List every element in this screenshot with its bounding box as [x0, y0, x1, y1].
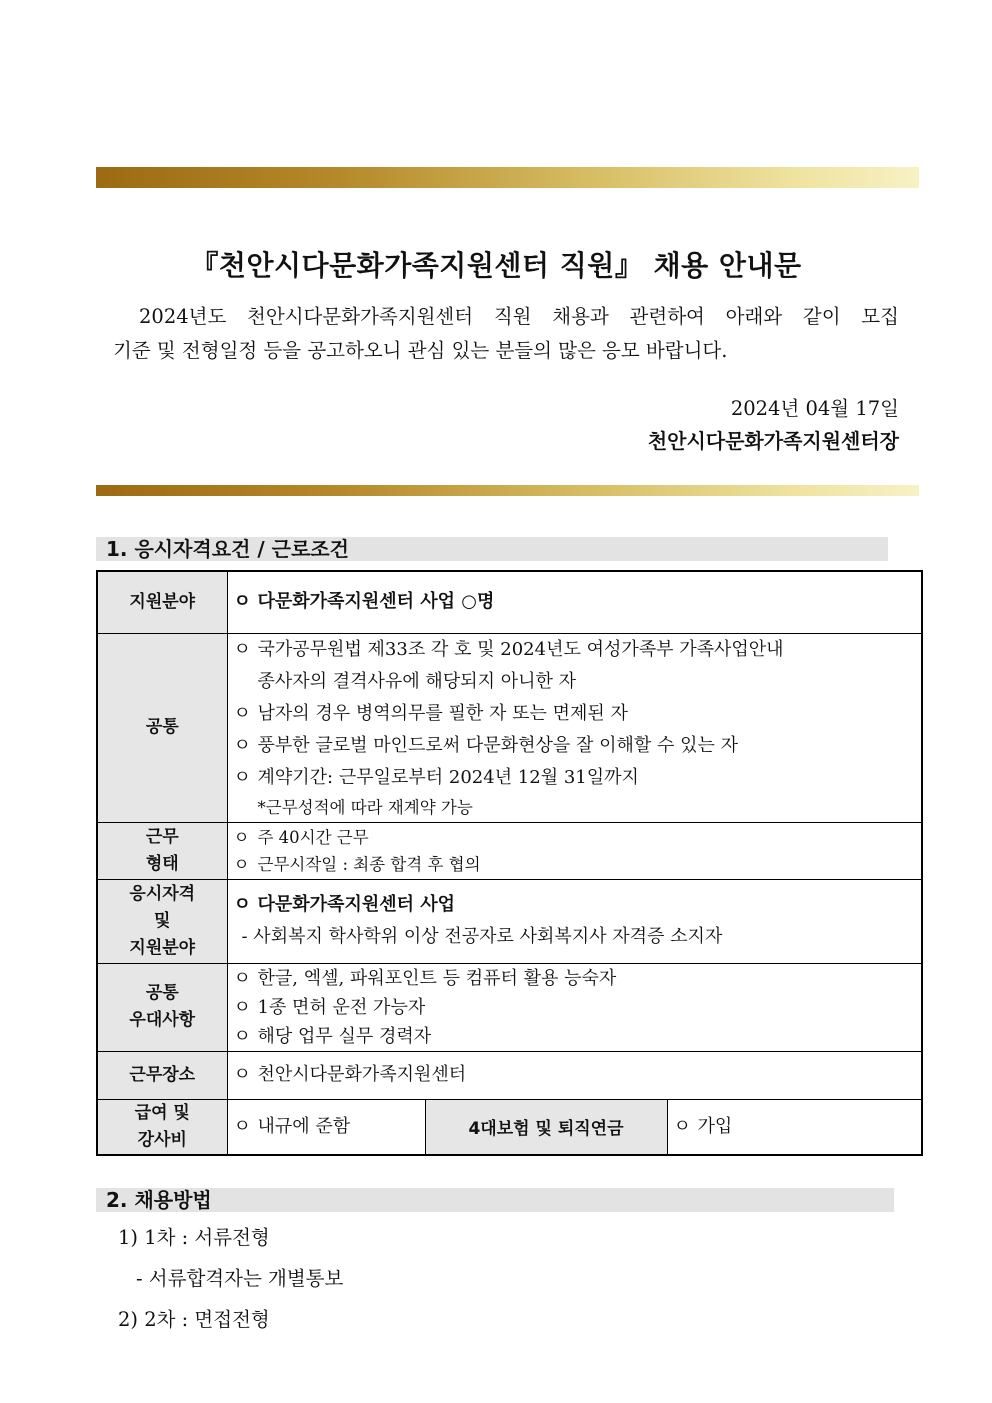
salary-content — [227, 1099, 425, 1155]
preference-item: 1종 면허 운전 가능자 — [257, 996, 426, 1018]
label-work-type: 근무 형태 — [97, 822, 227, 879]
bullet-icon: ㅇ — [233, 734, 251, 756]
location-content — [227, 1051, 922, 1099]
field-content — [227, 571, 922, 633]
work-type-item: 근무시작일 : 최종 합격 후 협의 — [257, 854, 481, 874]
label-common: 공통 — [97, 633, 227, 822]
label-field: 지원분야 — [97, 571, 227, 633]
intro-line-2: 기준 및 전형일정 등을 공고하오니 관심 있는 분들의 많은 응모 바랍니다. — [113, 339, 728, 362]
insurance-item: 가입 — [697, 1115, 733, 1137]
bullet-icon: ㅇ — [233, 591, 251, 613]
label-preference: 공통 우대사항 — [97, 963, 227, 1051]
bullet-icon: ㅇ — [673, 1115, 691, 1137]
bullet-icon: ㅇ — [233, 1115, 251, 1137]
bullet-icon: ㅇ — [233, 638, 251, 660]
label-qualification: 응시자격 및 지원분야 — [97, 879, 227, 963]
requirements-table — [96, 570, 923, 1156]
method-step-2: 2) 2차 : 면접전형 — [118, 1308, 270, 1331]
section-1-heading: 1. 응시자격요건 / 근로조건 — [96, 537, 888, 561]
bottom-decorative-bar — [96, 485, 919, 496]
bullet-icon: ㅇ — [233, 1025, 251, 1047]
qualification-title: 다문화가족지원센터 사업 — [257, 894, 456, 915]
preference-content — [227, 963, 922, 1051]
common-item: 남자의 경우 병역의무를 필한 자 또는 면제된 자 — [257, 702, 628, 724]
bullet-icon: ㅇ — [233, 702, 251, 724]
qualification-detail: - 사회복지 학사학위 이상 전공자로 사회복지사 자격증 소지자 — [241, 926, 723, 947]
location-item: 천안시다문화가족지원센터 — [257, 1064, 467, 1085]
common-item: 국가공무원법 제33조 각 호 및 2024년도 여성가족부 가족사업안내 — [257, 638, 784, 660]
work-type-content — [227, 822, 922, 879]
label-insurance: 4대보험 및 퇴직연금 — [425, 1099, 667, 1155]
field-item: 다문화가족지원센터 사업 ○명 — [257, 591, 495, 613]
label-location: 근무장소 — [97, 1051, 227, 1099]
row-qualification — [97, 879, 922, 963]
method-step-1-note: - 서류합격자는 개별통보 — [136, 1267, 344, 1290]
top-decorative-bar — [96, 167, 919, 188]
salary-item: 내규에 준함 — [257, 1115, 351, 1137]
work-type-item: 주 40시간 근무 — [257, 827, 369, 847]
row-common — [97, 633, 922, 822]
bullet-icon: ㅇ — [233, 967, 251, 989]
bullet-icon: ㅇ — [233, 766, 251, 788]
row-salary — [97, 1099, 922, 1155]
method-step-1: 1) 1차 : 서류전형 — [118, 1226, 270, 1249]
preference-item: 한글, 엑셀, 파워포인트 등 컴퓨터 활용 능숙자 — [257, 967, 617, 989]
insurance-content — [667, 1099, 922, 1155]
section-2-heading: 2. 채용방법 — [96, 1188, 894, 1212]
preference-item: 해당 업무 실무 경력자 — [257, 1025, 432, 1047]
intro-line-1: 2024년도 천안시다문화가족지원센터 직원 채용과 관련하여 아래와 같이 모집 — [139, 305, 899, 328]
issuer-name: 천안시다문화가족지원센터장 — [647, 429, 899, 453]
bullet-icon: ㅇ — [233, 1064, 251, 1085]
bullet-icon: ㅇ — [233, 996, 251, 1018]
label-salary: 급여 및 강사비 — [97, 1099, 227, 1155]
row-field — [97, 571, 922, 633]
bullet-icon: ㅇ — [233, 827, 250, 847]
qualification-content — [227, 879, 922, 963]
common-item: 종사자의 결격사유에 해당되지 아니한 자 — [257, 670, 576, 692]
row-work-type — [97, 822, 922, 879]
row-preference — [97, 963, 922, 1051]
common-item: 계약기간: 근무일로부터 2024년 12월 31일까지 — [257, 766, 639, 788]
row-location — [97, 1051, 922, 1099]
bullet-icon: ㅇ — [233, 894, 251, 915]
announcement-date: 2024년 04월 17일 — [730, 397, 899, 420]
intro-paragraph — [113, 300, 899, 368]
document-title: 『천안시다문화가족지원센터 직원』 채용 안내문 — [190, 249, 802, 282]
common-content — [227, 633, 922, 822]
common-note: *근무성적에 따라 재계약 가능 — [257, 797, 473, 817]
bullet-icon: ㅇ — [233, 854, 250, 874]
common-item: 풍부한 글로벌 마인드로써 다문화현상을 잘 이해할 수 있는 자 — [257, 734, 738, 756]
